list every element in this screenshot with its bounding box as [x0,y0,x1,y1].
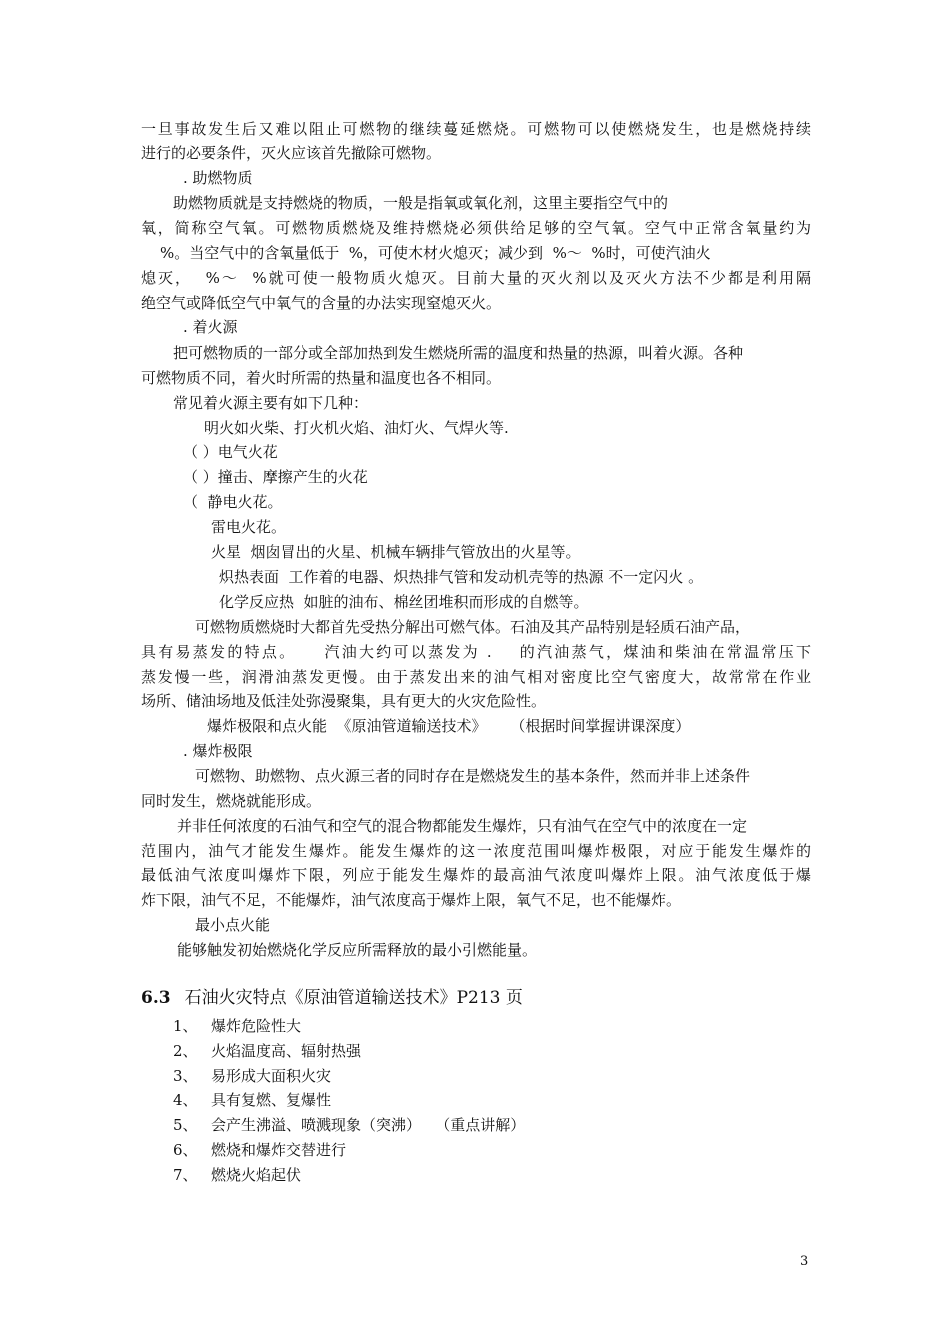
text-line: 可燃物质燃烧时大都首先受热分解出可燃气体。石油及其产品特别是轻质石油产品， [195,618,751,636]
section-title: 石油火灾特点《原油管道输送技术》P213 页 [184,988,523,1008]
section-number: 6.3 [141,988,171,1008]
subheading: . 助燃物质 [183,169,253,187]
list-item-text: 火焰温度高、辐射热强 [211,1042,362,1060]
text-line: 氧，简称空气氧。可燃物质燃烧及维持燃烧必须供给足够的空气氧。空气中正常含氧量约为 [141,219,811,237]
list-item: 明火如火柴、打火机火焰、油灯火、气焊火等. [204,419,509,437]
list-item-number: 5、 [173,1116,198,1134]
subheading: . 着火源 [183,318,238,336]
list-item-number: 2、 [173,1042,198,1060]
list-item-text: 燃烧火焰起伏 [211,1166,302,1184]
text-line: 绝空气或降低空气中氧气的含量的办法实现窒熄灭火。 [141,294,502,312]
text-line: 一旦事故发生后又难以阻止可燃物的继续蔓延燃烧。可燃物可以使燃烧发生，也是燃烧持续 [141,120,811,138]
list-item-number: 3、 [173,1067,198,1085]
list-item-text: 易形成大面积火灾 [211,1067,332,1085]
text-line: 把可燃物质的一部分或全部加热到发生燃烧所需的温度和热量的热源，叫着火源。各种 [173,344,744,362]
list-item: （ ）撞击、摩擦产生的火花 [183,468,368,486]
list-item [173,1089,331,1111]
list-item-text: 具有复燃、复爆性 [211,1091,332,1109]
text-line: %。当空气中的含氧量低于 %，可使木材火熄灭；减少到 %～ %时，可使汽油火 [160,244,711,262]
text-line: 范围内，油气才能发生爆炸。能发生爆炸的这一浓度范围叫爆炸极限，对应于能发生爆炸的 [141,842,811,860]
text-line: 最低油气浓度叫爆炸下限，列应于能发生爆炸的最高油气浓度叫爆炸上限。油气浓度低于爆 [141,866,811,884]
subheading: 最小点火能 [195,916,271,934]
list-item-number: 6、 [173,1141,198,1159]
list-item [173,1164,301,1186]
list-item: （ 静电火花。 [183,493,283,511]
text-line: 熄灭， %～ %就可使一般物质火熄灭。目前大量的灭火剂以及灭火方法不少都是利用隔 [141,269,811,287]
page-number: 3 [800,1254,809,1269]
text-line: 可燃物、助燃物、点火源三者的同时存在是燃烧发生的基本条件，然而并非上述条件 [195,767,751,785]
list-item-number: 4、 [173,1091,198,1109]
list-item: （ ）电气火花 [183,443,278,461]
text-line: 能够触发初始燃烧化学反应所需释放的最小引燃能量。 [177,941,538,959]
text-line: 常见着火源主要有如下几种： [173,394,369,412]
list-item: 炽热表面 工作着的电器、炽热排气管和发动机壳等的热源 不一定闪火 。 [219,568,704,586]
section-heading [141,986,523,1010]
list-item [173,1015,301,1037]
text-line: 炸下限，油气不足，不能爆炸，油气浓度高于爆炸上限，氧气不足，也不能爆炸。 [141,891,682,909]
list-item: 雷电火花。 [211,518,287,536]
text-line: 进行的必要条件，灭火应该首先撤除可燃物。 [141,144,442,162]
list-item [173,1065,331,1087]
list-item-number: 1、 [173,1017,198,1035]
subheading: 爆炸极限和点火能 《原油管道输送技术》 （根据时间掌握讲课深度） [207,717,691,735]
text-line: 并非任何浓度的石油气和空气的混合物都能发生爆炸，只有油气在空气中的浓度在一定 [177,817,748,835]
list-item [173,1040,361,1062]
list-item: 化学反应热 如脏的油布、棉丝团堆积而形成的自燃等。 [219,593,589,611]
list-item-text: 燃烧和爆炸交替进行 [211,1141,347,1159]
text-line: 场所、储油场地及低洼处弥漫聚集，具有更大的火灾危险性。 [141,692,547,710]
text-line: 具有易蒸发的特点。 汽油大约可以蒸发为 . 的汽油蒸气，煤油和柴油在常温常压下 [141,643,811,661]
text-line: 蒸发慢一些，润滑油蒸发更慢。由于蒸发出来的油气相对密度比空气密度大，故常常在作业 [141,668,811,686]
list-item-text: 会产生沸溢、喷溅现象（突沸） （重点讲解） [211,1116,526,1134]
text-line: 同时发生，燃烧就能形成。 [141,792,322,810]
list-item: 火星 烟囱冒出的火星、机械车辆排气管放出的火星等。 [211,543,581,561]
list-item-number: 7、 [173,1166,198,1184]
list-item [173,1139,346,1161]
text-line: 可燃物质不同，着火时所需的热量和温度也各不相同。 [141,369,502,387]
text-line: 助燃物质就是支持燃烧的物质，一般是指氧或氧化剂，这里主要指空气中的 [173,194,669,212]
list-item-text: 爆炸危险性大 [211,1017,302,1035]
subheading: . 爆炸极限 [183,742,253,760]
list-item [173,1114,525,1136]
